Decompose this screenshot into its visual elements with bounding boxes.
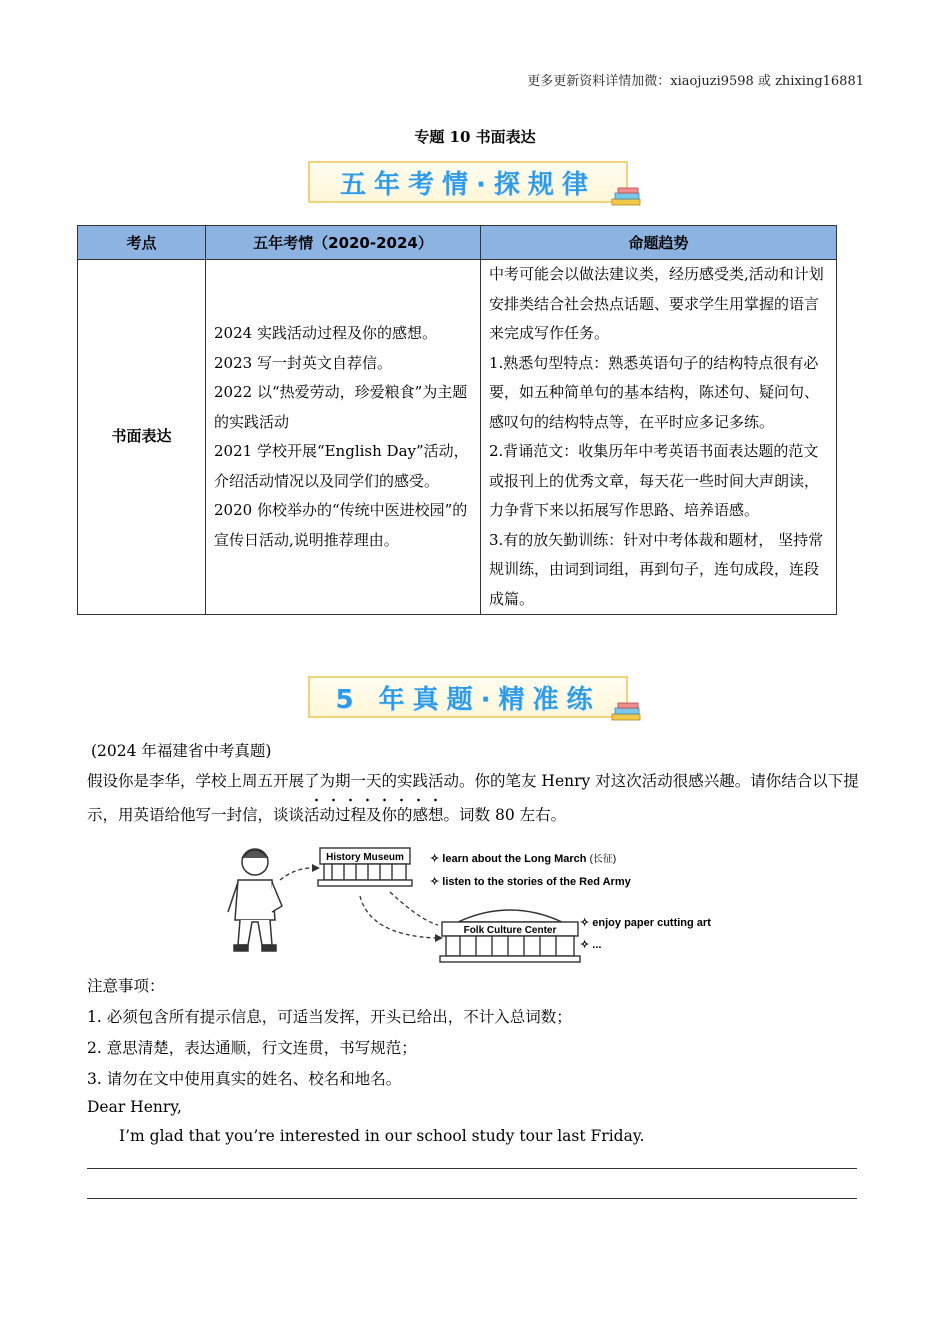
question-prompt <box>87 764 862 832</box>
note-item: 1. 必须包含所有提示信息，可适当发挥，开头已给出，不计入总词数； <box>87 1008 572 1026</box>
museum-item: ✧ learn about the Long March (长征) <box>430 853 617 865</box>
trend-item: 中考可能会以做法建议类，经历感受类,活动和计划安排类结合社会热点话题、要求学生用掌握的语言来完成写作任务。 <box>489 265 824 342</box>
trend-item: 2.背诵范文：收集历年中考英语书面表达题的范文或报刊上的优秀文章，每天花一些时间大声朗读，力争背下来以拓展写作思路、培养语感。 <box>489 442 820 519</box>
notes <box>87 971 862 1095</box>
header-trend: 命题趋势 <box>481 226 837 260</box>
table-row <box>78 260 837 615</box>
museum-item: ✧ listen to the stories of the Red Army <box>430 876 631 888</box>
museum-label: History Museum <box>326 852 404 863</box>
banner-five-year-trends <box>308 161 628 203</box>
header-topic: 考点 <box>78 226 206 260</box>
question-source: (2024 年福建省中考真题) <box>91 742 272 760</box>
banner-text: 五年考情·探规律 <box>340 169 596 200</box>
history-item: 2023 写一封英文自荐信。 <box>214 353 392 372</box>
books-icon <box>610 185 644 209</box>
student-figure <box>228 849 282 951</box>
banner-five-year-exams <box>308 676 628 718</box>
header-note: 更多更新资料详情加微：xiaojuzi9598 或 zhixing16881 <box>527 74 864 89</box>
history-item: 2022 以“热爱劳动，珍爱粮食”为主题的实践活动 <box>214 383 468 431</box>
banner-text: 5 年真题·精准练 <box>335 684 601 715</box>
history-item: 2020 你校举办的“传统中医进校园”的宣传日活动,说明推荐理由。 <box>214 501 468 549</box>
topic-title: 专题 10 书面表达 <box>414 128 536 146</box>
letter-opening: I’m glad that you’re interested in our school study tour last Friday. <box>119 1127 645 1145</box>
culture-item: ✧ ... <box>580 939 602 951</box>
culture-item: ✧ enjoy paper cutting art <box>580 917 711 929</box>
letter-greeting: Dear Henry, <box>87 1098 182 1116</box>
culture-center-label: Folk Culture Center <box>463 925 557 936</box>
trend-item: 1.熟悉句型特点：熟悉英语句子的结构特点很有必要，如五种简单句的基本结构，陈述句、疑问句、感叹句的结构特点等，在平时应多记多练。 <box>489 353 820 431</box>
history-item: 2024 实践活动过程及你的感想。 <box>214 324 437 342</box>
answer-line <box>87 1168 857 1169</box>
answer-line <box>87 1198 857 1199</box>
culture-center-building <box>440 910 580 962</box>
table-header-row <box>78 226 837 260</box>
prompt-emphasis: 活动过程及你的感想 <box>304 806 444 824</box>
header-history: 五年考情（2020-2024） <box>206 226 481 260</box>
books-icon <box>610 700 644 724</box>
activity-illustration <box>220 840 740 970</box>
prompt-text: 假设你是李华，学校上周五开展了为期一天的实践活动。你的笔友 Henry 对这次活动很感兴趣。请你结合以下提示，用英语给他写一封信，谈谈 <box>87 772 859 824</box>
note-item: 3. 请勿在文中使用真实的姓名、校名和地名。 <box>87 1070 402 1088</box>
history-cell <box>206 260 481 615</box>
trend-cell <box>481 260 837 615</box>
trend-item: 3.有的放矢勤训练：针对中考体裁和题材， 坚持常规训练，由词到词组，再到句子，连句成段，连段成篇。 <box>489 530 824 608</box>
topic-cell: 书面表达 <box>78 260 206 615</box>
trend-table <box>77 225 837 615</box>
prompt-text-end: 。词数 80 左右。 <box>443 806 567 824</box>
notes-title: 注意事项： <box>87 977 165 995</box>
history-item: 2021 学校开展“English Day”活动，介绍活动情况以及同学们的感受。 <box>214 442 469 490</box>
note-item: 2. 意思清楚，表达通顺，行文连贯，书写规范； <box>87 1039 417 1057</box>
